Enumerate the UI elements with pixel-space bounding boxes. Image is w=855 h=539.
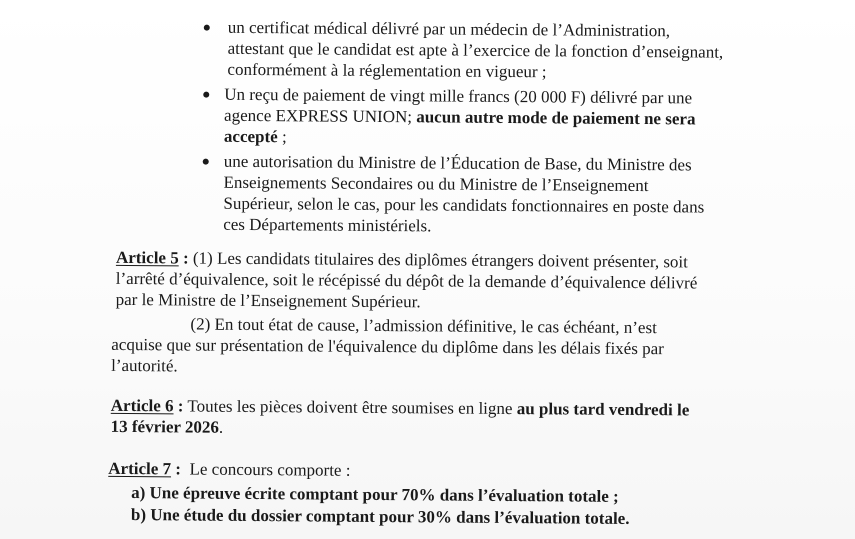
article-5-line-6: l’autorité. [111,355,178,376]
bullet-1-line-3: conformément à la réglementation en vigueur ; [227,59,547,82]
bullet-dot [203,92,209,98]
article-6-line-2-normal: . [218,417,224,437]
article-6-colon: : [173,396,184,416]
article-5-line-2: l’arrêté d’équivalence, soit le récépissé du dépôt de la demande d’équivalence délivré [115,268,698,293]
bullet-2-line-2 [224,106,696,130]
bullet-2-line-1: Un reçu de paiement de vingt mille francs (20 000 F) délivré par une [224,84,693,108]
article-5-line-4: (2) En tout état de cause, l’admission définitive, le cas échéant, n’est [190,314,657,338]
article-5-line-3: par le Ministre de l’Enseignement Supérieur. [115,289,421,312]
article-5-colon: : [178,248,189,268]
article-6-line-2-bold: 13 février 2026 [110,416,219,437]
bullet-2-line-3-normal: ; [277,127,287,147]
article-6-line-1-normal: Toutes les pièces doivent être soumises en ligne [183,396,513,419]
article-6-line-1-bold: au plus tard vendredi le [512,399,690,420]
article-7-item-b: b) Une étude du dossier comptant pour 30% dans l’évaluation totale. [130,505,630,528]
article-5-line-1-text: (1) Les candidats titulaires des diplômes étrangers doivent présenter, soit [188,248,689,272]
bullet-2-line-2-normal: agence EXPRESS UNION; [224,105,413,127]
article-7-line-1 [108,459,350,481]
bullet-2-line-2-bold: aucun autre mode de paiement ne sera [411,107,696,129]
article-7-intro: Le concours comporte : [180,459,351,480]
bullet-1-line-2: attestant que le candidat est apte à l’exercice de la fonction d’enseignant, [227,38,724,62]
article-7-colon: : [171,459,182,479]
bullet-dot [204,25,210,31]
article-6-line-2 [111,417,224,438]
article-7-heading: Article 7 [108,458,172,479]
bullet-1-line-1: un certificat médical délivré par un médecin de l’Administration, [227,17,671,41]
bullet-dot [203,159,209,165]
bullet-2-line-3-bold: accepté [223,126,278,147]
article-5-heading: Article 5 [115,247,179,268]
article-6-heading: Article 6 [110,395,174,416]
bullet-3-line-1: une autorisation du Ministre de l’Éducation de Base, du Ministre des [223,151,692,175]
bullet-3-line-3: Supérieur, selon le cas, pour les candidats fonctionnaires en poste dans [223,193,705,217]
article-7-item-a: a) Une épreuve écrite comptant pour 70% dans l’évaluation totale ; [131,483,619,506]
bullet-3-line-2: Enseignements Secondaires ou du Ministre de l’Enseignement [223,172,649,196]
bullet-2-line-3 [224,127,287,147]
bullet-3-line-4: ces Départements ministériels. [223,214,432,236]
article-5-line-5: acquise que sur présentation de l'équivalence du diplôme dans les délais fixés par [111,334,664,359]
